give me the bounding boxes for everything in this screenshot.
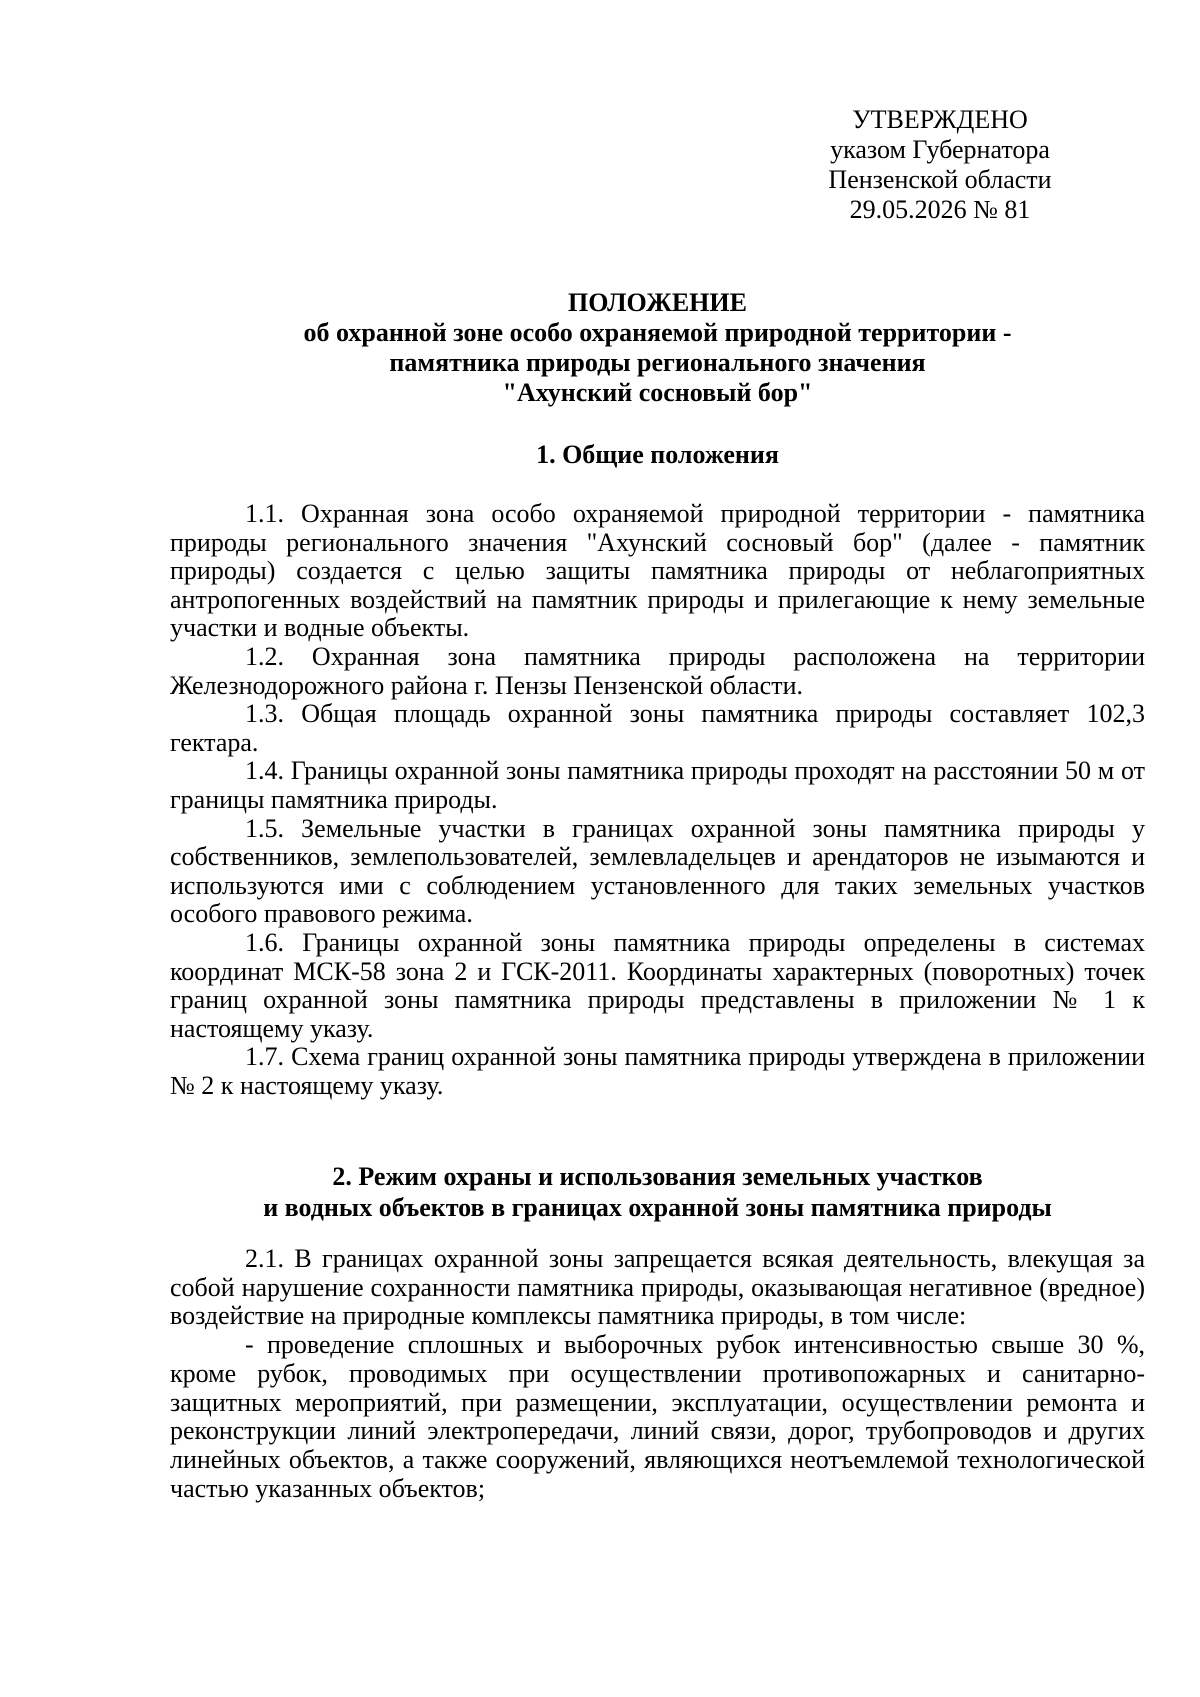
paragraph: 1.6. Границы охранной зоны памятника природы определены в системах координат МСК-58 зона 2 и ГСК-2011. Координаты характерных (поворотных) точек границ охранной зоны памятника природы представлены в приложении № 1 к настоящему указу. — [170, 927, 1145, 1043]
section-1-heading: 1. Общие положения — [536, 440, 779, 469]
section-1-body — [170, 500, 1145, 1100]
approval-heading: УТВЕРЖДЕНО — [852, 105, 1028, 134]
paragraph: 1.7. Схема границ охранной зоны памятника природы утверждена в приложении № 2 к настоящему указу. — [170, 1042, 1145, 1100]
section-2-body — [170, 1245, 1145, 1503]
title-heading: ПОЛОЖЕНИЕ — [568, 288, 747, 317]
paragraph: 2.1. В границах охранной зоны запрещается всякая деятельность, влекущая за собой нарушение сохранности памятника природы, оказывающая негативное (вредное) воздействие на природные комплексы памятника природы, в том числе: — [170, 1244, 1145, 1331]
section-2-heading-line: 2. Режим охраны и использования земельных участков — [332, 1162, 983, 1191]
section-2-heading — [170, 1161, 1145, 1223]
paragraph: 1.4. Границы охранной зоны памятника природы проходят на расстоянии 50 м от границы памятника природы. — [170, 756, 1145, 814]
title-line: памятника природы регионального значения — [389, 348, 926, 377]
paragraph: 1.2. Охранная зона памятника природы расположена на территории Железнодорожного района г. Пензы Пензенской области. — [170, 641, 1145, 700]
approval-region: Пензенской области — [828, 165, 1052, 194]
section-2-heading-line: и водных объектов в границах охранной зоны памятника природы — [263, 1193, 1052, 1222]
approval-stamp — [790, 105, 1090, 225]
approval-date-number: 29.05.2026 № 81 — [849, 195, 1031, 224]
title-line: "Ахунский сосновый бор" — [502, 378, 813, 407]
list-item: - проведение сплошных и выборочных рубок интенсивностью свыше 30 %, кроме рубок, проводимых при осуществлении противопожарных и санитарно-защитных мероприятий, при размещении, эксплуатации, осуществлении ремонта и реконструкции линий электропередачи, линий связи, дорог, трубопроводов и других линейных объектов, а также сооружений, являющихся неотъемлемой технологической частью указанных объектов; — [170, 1330, 1145, 1503]
paragraph: 1.5. Земельные участки в границах охранной зоны памятника природы у собственников, землепользователей, землевладельцев и арендаторов не изымаются и используются ими с соблюдением установленного для таких земельных участков особого правового режима. — [170, 813, 1145, 929]
approval-decree: указом Губернатора — [830, 135, 1050, 164]
document-title — [170, 288, 1145, 408]
title-line: об охранной зоне особо охраняемой природной территории - — [303, 318, 1012, 347]
paragraph: 1.3. Общая площадь охранной зоны памятника природы составляет 102,3 гектара. — [170, 699, 1145, 757]
paragraph: 1.1. Охранная зона особо охраняемой природной территории - памятника природы регионального значения "Ахунский сосновый бор" (далее - памятник природы) создается с целью защиты памятника природы от неблагоприятных антропогенных воздействий на памятник природы и прилегающие к нему земельные участки и водные объекты. — [170, 499, 1145, 643]
